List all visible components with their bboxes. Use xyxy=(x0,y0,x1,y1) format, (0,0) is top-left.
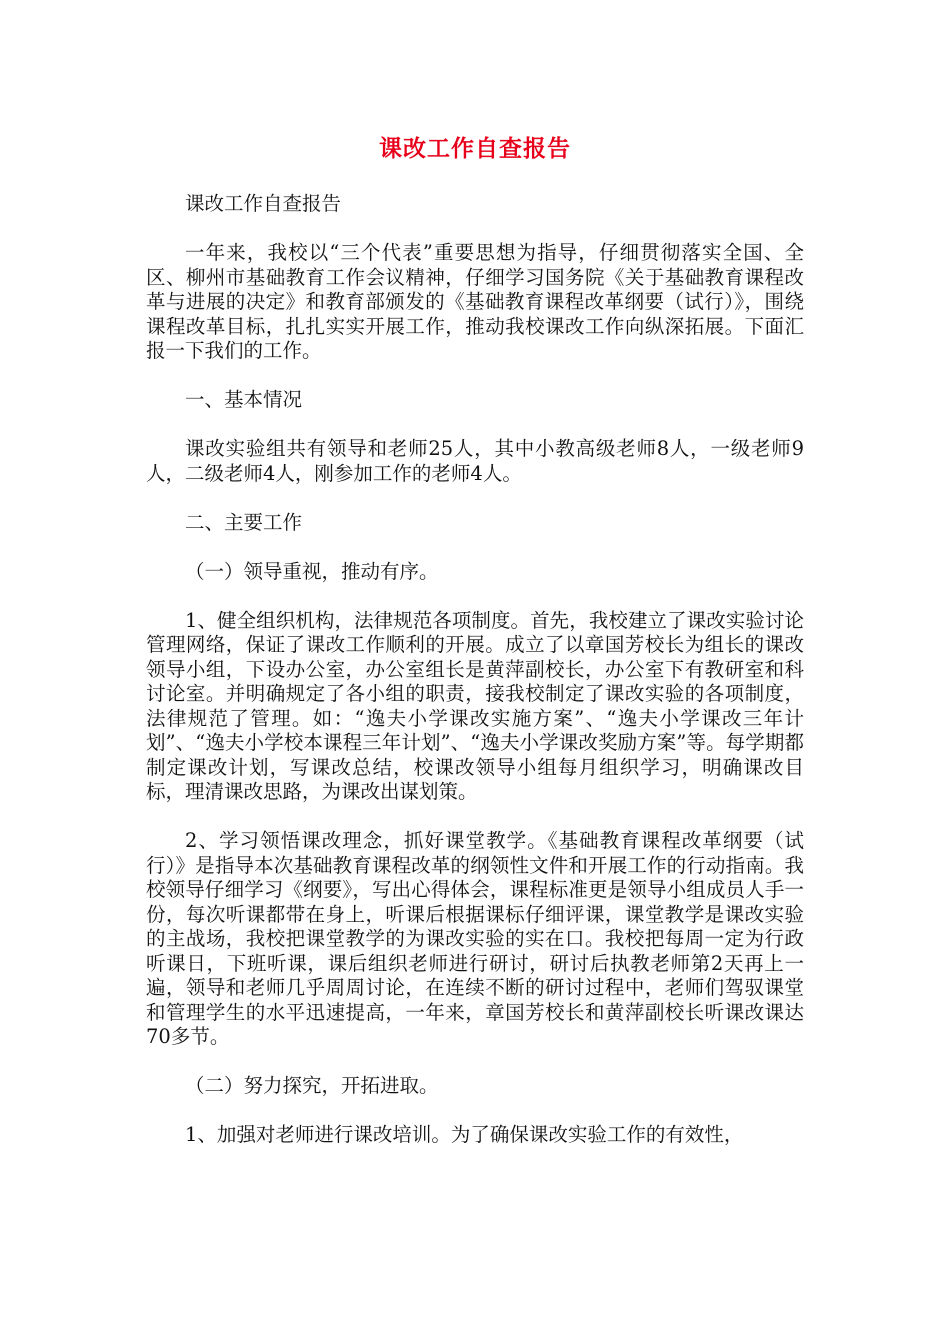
section-heading-main-work: 二、主要工作 xyxy=(185,510,303,534)
subsection-heading-leadership: （一）领导重视，推动有序。 xyxy=(185,559,439,583)
paragraph-intro: 一年来，我校以“三个代表”重要思想为指导，仔细贯彻落实全国、全区、柳州市基础教育工作会议精神，仔细学习国务院《关于基础教育课程改革与进展的决定》和教育部颁发的《基础教育课程改革纲要（试行）》，围绕课程改革目标，扎扎实实开展工作，推动我校课改工作向纵深拓展。下面汇报一下我们的工作。 xyxy=(146,241,804,362)
subsection-heading-exploration: （二）努力探究，开拓进取。 xyxy=(185,1074,439,1097)
document-body xyxy=(146,192,804,1172)
paragraph-training: 1、加强对老师进行课改培训。为了确保课改实验工作的有效性， xyxy=(185,1123,744,1146)
paragraph-subtitle: 课改工作自查报告 xyxy=(185,192,342,215)
paragraph-basic-info: 课改实验组共有领导和老师25人，其中小教高级老师8人，一级老师9人，二级老师4人，刚参加工作的老师4人。 xyxy=(146,437,804,485)
paragraph-organization: 1、健全组织机构，法律规范各项制度。首先，我校建立了课改实验讨论管理网络，保证了课改工作顺利的开展。成立了以章国芳校长为组长的课改领导小组，下设办公室，办公室组长是黄萍副校长，办公室下有教研室和科讨论室。并明确规定了各小组的职责，接我校制定了课改实验的各项制度，法律规范了管理。如：“逸夫小学课改实施方案”、“逸夫小学课改三年计划”、“逸夫小学校本课程三年计划”、“逸夫小学课改奖励方案”等。每学期都制定课改计划，写课改总结，校课改领导小组每月组织学习，明确课改目标，理清课改思路，为课改出谋划策。 xyxy=(146,608,804,803)
paragraph-study-concepts: 2、学习领悟课改理念，抓好课堂教学。《基础教育课程改革纲要（试行）》是指导本次基础教育课程改革的纲领性文件和开展工作的行动指南。我校领导仔细学习《纲要》，写出心得体会，课程标准更是领导小组成员人手一份，每次听课都带在身上，听课后根据课标仔细评课，课堂教学是课改实验的主战场，我校把课堂教学的为课改实验的实在口。我校把每周一定为行政听课日，下班听课，课后组织老师进行研讨，研讨后执教老师第2天再上一遍，领导和老师几乎周周讨论，在连续不断的研讨过程中，老师们驾驭课堂和管理学生的水平迅速提高，一年来，章国芳校长和黄萍副校长听课改课达70多节。 xyxy=(146,829,804,1048)
section-heading-basic: 一、基本情况 xyxy=(185,388,303,411)
document-title: 课改工作自查报告 xyxy=(379,136,571,162)
